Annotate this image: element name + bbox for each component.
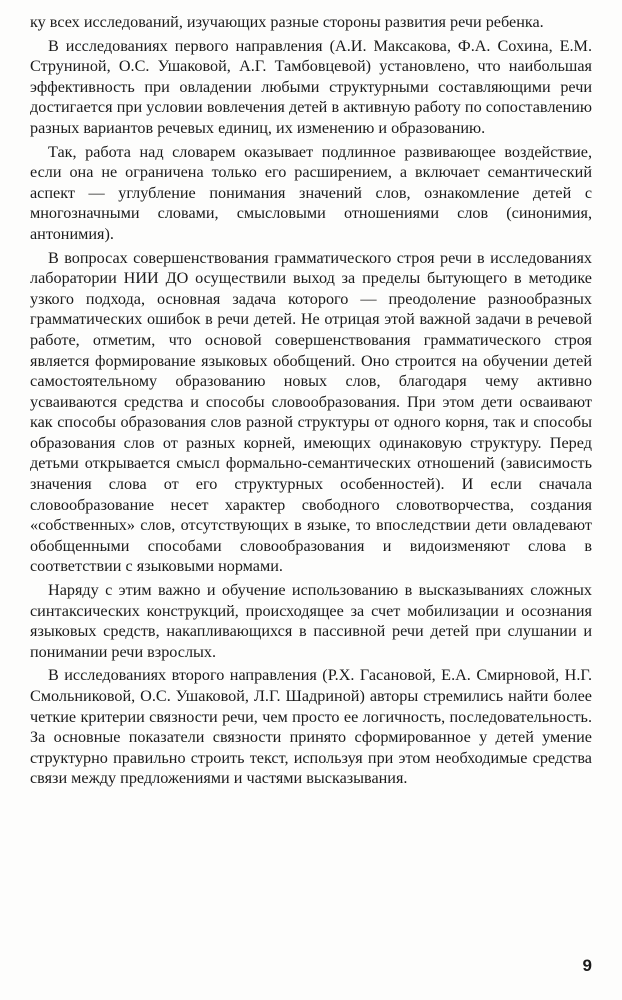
paragraph-3: Так, работа над словарем оказывает подлинное развивающее воздействие, если она не ограничена только его расширением, а включает семантический аспект — углубление понимания значений слов, ознакомление детей с многозначными словами, смысловыми отношениями слов (синонимия, антонимия).: [30, 142, 592, 243]
paragraph-4: В вопросах совершенствования грамматического строя речи в исследованиях лаборатории НИИ ДО осуществили выход за пределы бытующего в методике узкого подхода, основная задача которого — преодоление разнообразных грамматических ошибок в речи детей. Не отрицая этой важной задачи в речевой работе, отметим, что основой совершенствования грамматического строя является формирование языковых обобщений. Оно строится на обучении детей самостоятельному образованию новых слов, благодаря чему активно усваиваются средства и способы словообразования. При этом дети осваивают как способы образования слов разной структуры от одного корня, так и способы образования слов от разных корней, имеющих одинаковую структуру. Перед детьми открывается смысл формально-семантических отношений (зависимость значения слова от его структурных особенностей). И если сначала словообразование несет характер свободного словотворчества, создания «собственных» слов, отсутствующих в языке, то впоследствии дети овладевают обобщенными способами словообразования и видоизменяют слова в соответствии с языковыми нормами.: [30, 248, 592, 576]
paragraph-1: ку всех исследований, изучающих разные стороны развития речи ребенка.: [30, 13, 544, 31]
paragraph-6: В исследованиях второго направления (Р.Х. Гасановой, Е.А. Смирновой, Н.Г. Смольниковой, О.С. Ушаковой, Л.Г. Шадриной) авторы стремились найти более четкие критерии связности речи, чем просто ее логичность, последовательность. За основные показатели связности принято сформированное у детей умение структурно правильно строить текст, используя при этом необходимые средства связи между предложениями и частями высказывания.: [30, 666, 592, 788]
body-text: [30, 12, 592, 792]
page-number: 9: [582, 956, 592, 975]
paragraph-2: В исследованиях первого направления (А.И. Максакова, Ф.А. Сохина, Е.М. Струниной, О.С. Ушаковой, А.Г. Тамбовцевой) установлено, что наибольшая эффективность при овладении любыми структурными составляющими речи достигается при условии вовлечения детей в активную работу по сопоставлению разных вариантов речевых единиц, их изменению и образованию.: [30, 36, 592, 137]
paragraph-5: Наряду с этим важно и обучение использованию в высказываниях сложных синтаксических конструкций, происходящее за счет мобилизации и осознания языковых средств, накапливающихся в пассивной речи детей при слушании и понимании речи взрослых.: [30, 581, 592, 661]
